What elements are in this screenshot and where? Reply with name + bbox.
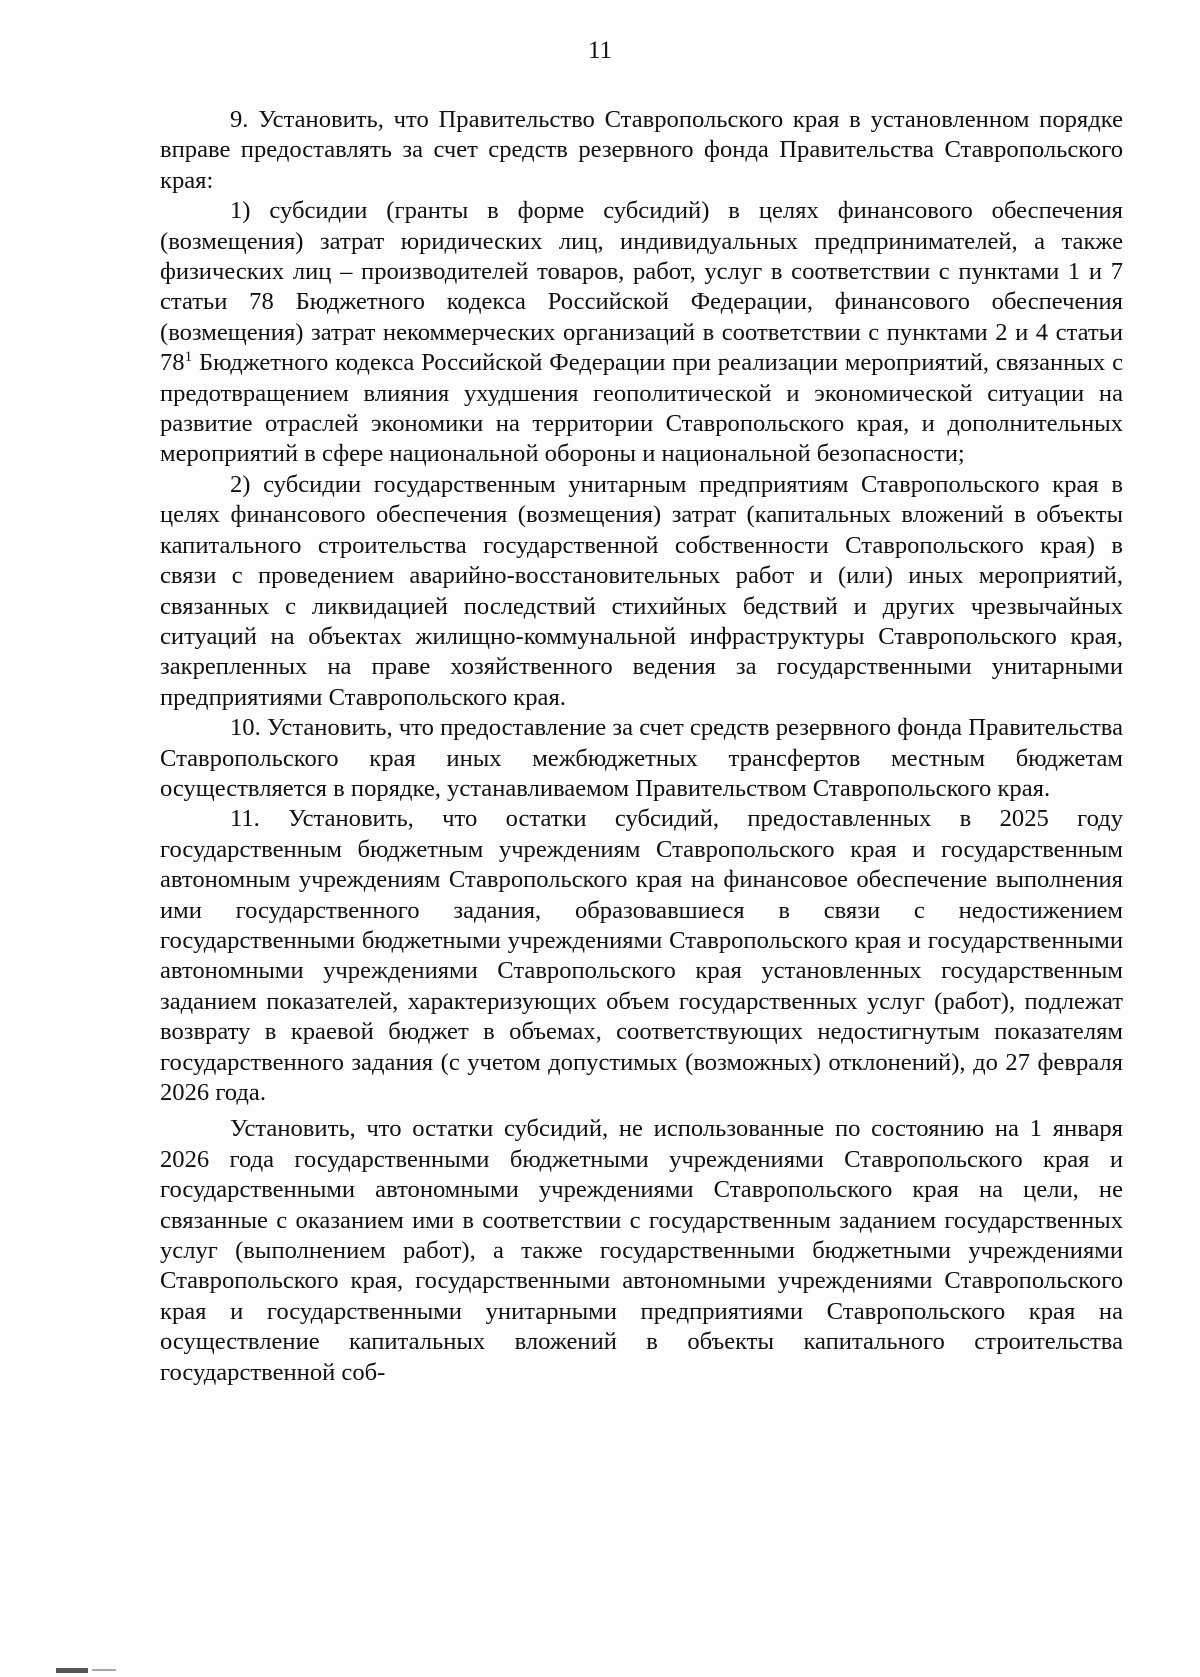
paragraph-11-continued: Установить, что остатки субсидий, не использованные по состоянию на 1 января 2026 года государственными бюджетными учреждениями Ставропольского края и государственными автономными учреждениями Ставропольского края на цели, не связанные с оказанием ими в соответствии с государственным заданием государственных услуг (выполнением работ), а также государственными бюджетными учреждениями Ставропольского края, государственными автономными учреждениями Ставропольского края и государственными унитарными предприятиями Ставропольского края на осуществление капитальных вложений в объекты капитального строительства государственной соб- — [160, 1115, 1123, 1386]
paragraph-10: 10. Установить, что предоставление за счет средств резервного фонда Правительства Ставропольского края иных межбюджетных трансфертов местным бюджетам осуществляется в порядке, устанавливаемом Правительством Ставропольского края. — [160, 714, 1123, 802]
paragraph-9: 9. Установить, что Правительство Ставропольского края в установленном порядке вправе предоставлять за счет средств резервного фонда Правительства Ставропольского края: — [160, 106, 1123, 194]
paragraph-9-item-1 — [160, 196, 1123, 470]
footnote-superscript: 1 — [184, 349, 193, 366]
scan-artifact-line — [92, 1669, 116, 1671]
paragraph-9-item-1-text-a: 1) субсидии (гранты в форме субсидий) в целях финансового обеспечения (возмещения) затрат юридических лиц, индивидуальных предпринимателей, а также физических лиц – производителей товаров, работ, услуг в соответствии с пунктами 1 и 7 статьи 78 Бюджетного кодекса Российской Федерации, финансового обеспечения (возмещения) затрат некоммерческих организаций в соответствии с пунктами 2 и 4 статьи 78 — [160, 197, 1123, 377]
page-number: 11 — [587, 37, 613, 64]
document-body — [160, 105, 1123, 1388]
scan-artifact-mark — [56, 1668, 88, 1673]
paragraph-11: 11. Установить, что остатки субсидий, предоставленных в 2025 году государственным бюджетным учреждениям Ставропольского края и государственным автономным учреждениям Ставропольского края на финансовое обеспечение выполнения ими государственного задания, образовавшиеся в связи с недостижением государственными бюджетными учреждениями Ставропольского края и государственными автономными учреждениями Ставропольского края установленных государственным заданием показателей, характеризующих объем государственных услуг (работ), подлежат возврату в краевой бюджет в объемах, соответствующих недостигнутым показателям государственного задания (с учетом допустимых (возможных) отклонений), до 27 февраля 2026 года. — [160, 805, 1123, 1106]
paragraph-9-item-1-text-b: Бюджетного кодекса Российской Федерации при реализации мероприятий, связанных с предотвращением влияния ухудшения геополитической и экономической ситуации на развитие отраслей экономики на территории Ставропольского края, и дополнительных мероприятий в сфере национальной обороны и национальной безопасности; — [160, 349, 1123, 468]
paragraph-9-item-2: 2) субсидии государственным унитарным предприятиям Ставропольского края в целях финансового обеспечения (возмещения) затрат (капитальных вложений в объекты капитального строительства государственной собственности Ставропольского края) в связи с проведением аварийно-восстановительных работ и (или) иных мероприятий, связанных с ликвидацией последствий стихийных бедствий и других чрезвычайных ситуаций на объектах жилищно-коммунальной инфраструктуры Ставропольского края, закрепленных на праве хозяйственного ведения за государственными унитарными предприятиями Ставропольского края. — [160, 470, 1123, 711]
